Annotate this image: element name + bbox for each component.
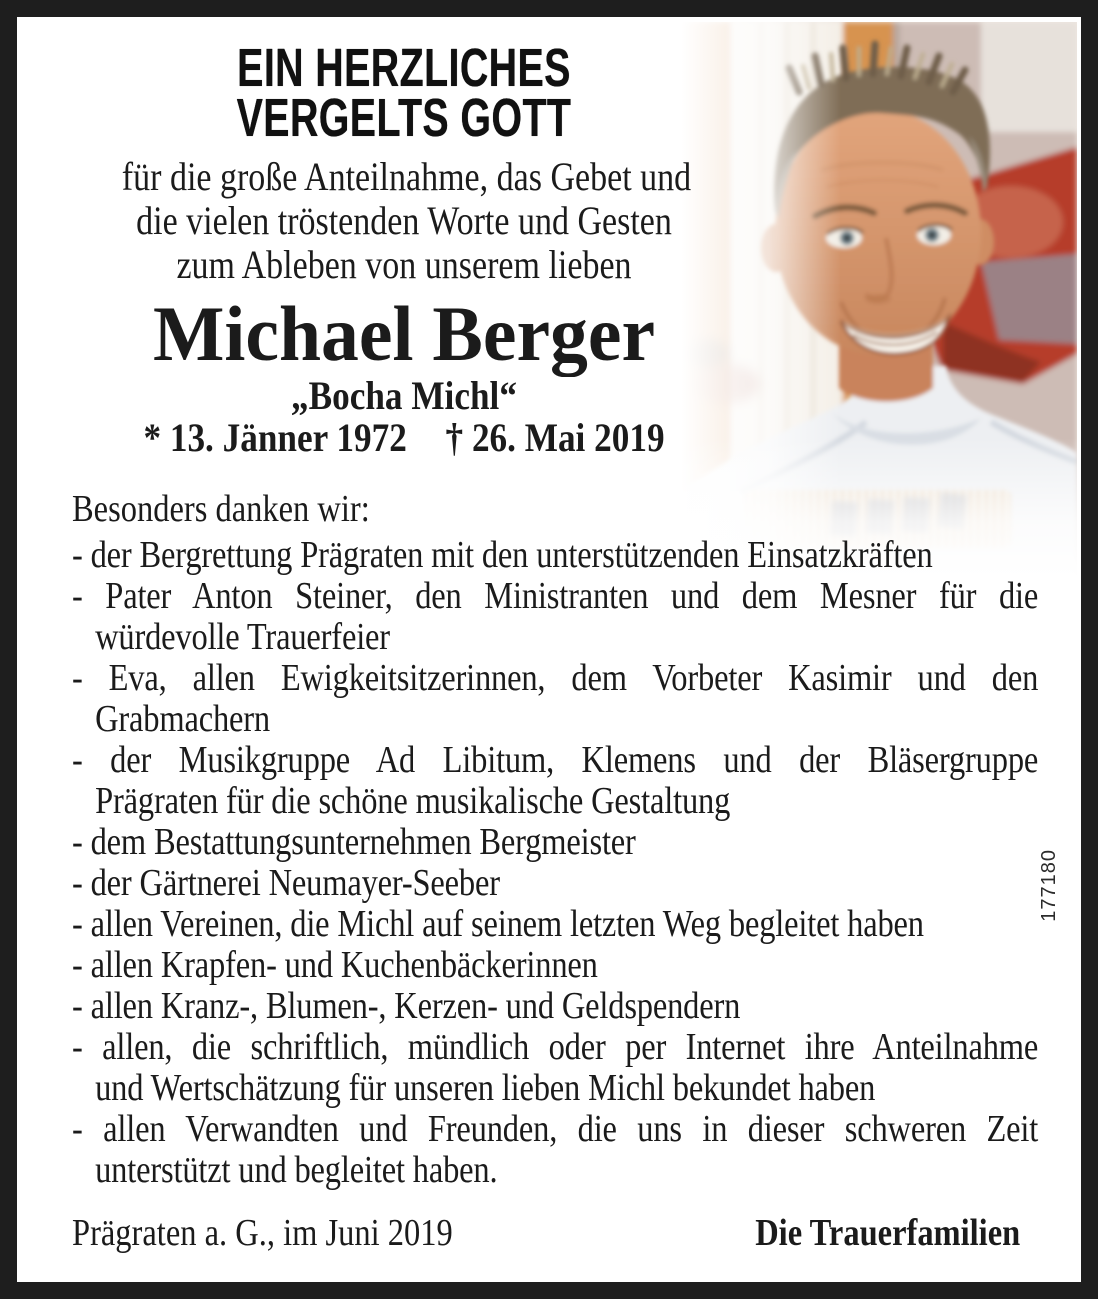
thanks-item-text	[72, 985, 1038, 1027]
thanks-item	[72, 658, 1038, 740]
document-footer	[72, 1211, 1038, 1255]
thanks-item	[72, 945, 1038, 986]
thanks-item-text	[72, 1108, 1039, 1191]
intro-text	[121, 154, 692, 287]
thanks-item-line: Grabmachern	[95, 698, 270, 740]
thanks-item-line: würdevolle Trauerfeier	[95, 616, 390, 658]
thanks-item	[72, 986, 1038, 1027]
place-date: Prägraten a. G., im Juni 2019	[72, 1212, 453, 1254]
intro-line: zum Ableben von unserem lieben	[176, 242, 632, 287]
life-dates	[112, 417, 696, 459]
intro-line: für die große Anteilnahme, das Gebet und	[121, 154, 692, 199]
deceased-name: Michael Berger	[152, 290, 656, 377]
thanks-item-line: - allen Vereinen, die Michl auf seinem letzten Weg begleitet haben	[72, 903, 924, 945]
death-date: † 26. Mai 2019	[445, 415, 665, 460]
thanks-item-text	[72, 944, 1038, 986]
thanks-lead: Besonders danken wir:	[72, 488, 370, 530]
thanks-item-line: - Pater Anton Steiner, den Ministranten und dem Mesner für die	[72, 575, 1039, 617]
notice-content	[17, 17, 1081, 1255]
thanks-item-line: Prägraten für die schöne musikalische Gestaltung	[95, 780, 731, 822]
thanks-item-line: - der Musikgruppe Ad Libitum, Klemens und der Bläsergruppe	[72, 739, 1039, 781]
thanks-item-line: unterstützt und begleitet haben.	[95, 1149, 498, 1191]
thanks-item-line: - dem Bestattungsunternehmen Bergmeister	[72, 821, 636, 863]
thanks-item-line: - allen Kranz-, Blumen-, Kerzen- und Geldspendern	[72, 985, 741, 1027]
signature: Die Trauerfamilien	[755, 1212, 1021, 1254]
thanks-item-text	[72, 821, 1038, 863]
print-id: 177180	[1038, 849, 1060, 922]
thanks-item-text	[72, 575, 1039, 658]
thanks-item	[72, 535, 1038, 576]
thanks-item-line: - allen Krapfen- und Kuchenbäckerinnen	[72, 944, 598, 986]
birth-date: * 13. Jänner 1972	[143, 415, 407, 460]
header-column	[72, 38, 736, 460]
thanks-item-text	[72, 534, 1038, 576]
thanks-item	[72, 576, 1038, 658]
thanks-item	[72, 1109, 1038, 1191]
thanks-item-line: - allen Verwandten und Freunden, die uns in dieser schweren Zeit	[72, 1108, 1039, 1150]
intro-line: die vielen tröstenden Worte und Gesten	[136, 198, 672, 243]
thanks-item-line: - allen, die schriftlich, mündlich oder per Internet ihre Anteilnahme	[72, 1026, 1039, 1068]
thanks-list	[72, 535, 1038, 1191]
thanks-item	[72, 1027, 1038, 1109]
thanks-item	[72, 740, 1038, 822]
thanks-item-text	[72, 903, 1038, 945]
main-title	[162, 38, 647, 148]
thanks-item	[72, 863, 1038, 904]
thanks-item-text	[72, 862, 1038, 904]
thanks-item-text	[72, 1026, 1039, 1109]
thanks-item	[72, 904, 1038, 945]
thanks-item-line: und Wertschätzung für unseren lieben Michl bekundet haben	[95, 1067, 876, 1109]
main-title-line2: VERGELTS GOTT	[236, 88, 572, 148]
thanks-item	[72, 822, 1038, 863]
thanks-section	[72, 489, 1038, 1255]
thanks-item-line: - Eva, allen Ewigkeitsitzerinnen, dem Vorbeter Kasimir und den	[72, 657, 1039, 699]
thanks-item-text	[72, 739, 1039, 822]
thanks-item-line: - der Bergrettung Prägraten mit den unterstützenden Einsatzkräften	[72, 534, 933, 576]
nickname: „Bocha Michl“	[291, 373, 517, 418]
main-title-line1: EIN HERZLICHES	[237, 38, 571, 98]
thanks-item-text	[72, 657, 1039, 740]
thanks-item-line: - der Gärtnerei Neumayer-Seeber	[72, 862, 500, 904]
